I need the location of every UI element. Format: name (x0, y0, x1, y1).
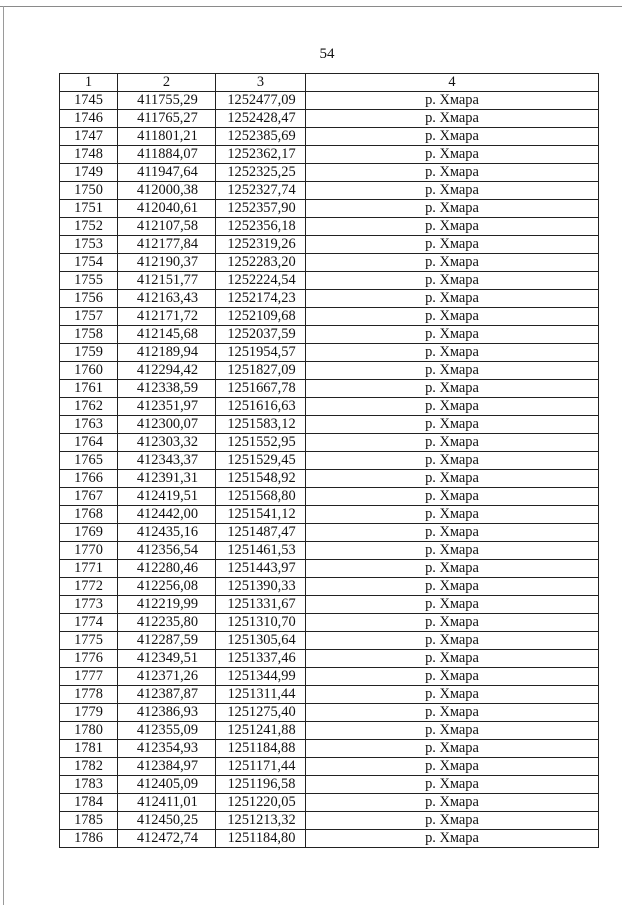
x-coordinate-cell: 411947,64 (118, 164, 216, 182)
y-coordinate-cell: 1251331,67 (216, 596, 306, 614)
point-number-cell: 1766 (60, 470, 118, 488)
y-coordinate-cell: 1251954,57 (216, 344, 306, 362)
x-coordinate-cell: 412280,46 (118, 560, 216, 578)
point-number-cell: 1763 (60, 416, 118, 434)
x-coordinate-cell: 412107,58 (118, 218, 216, 236)
description-cell: р. Хмара (306, 146, 599, 164)
x-coordinate-cell: 412189,94 (118, 344, 216, 362)
y-coordinate-cell: 1252325,25 (216, 164, 306, 182)
table-row (60, 272, 599, 290)
point-number-cell: 1785 (60, 812, 118, 830)
y-coordinate-cell: 1251171,44 (216, 758, 306, 776)
x-coordinate-cell: 412411,01 (118, 794, 216, 812)
table-row (60, 488, 599, 506)
x-coordinate-cell: 412386,93 (118, 704, 216, 722)
x-coordinate-cell: 412391,31 (118, 470, 216, 488)
x-coordinate-cell: 412287,59 (118, 632, 216, 650)
point-number-cell: 1786 (60, 830, 118, 848)
y-coordinate-cell: 1251443,97 (216, 560, 306, 578)
x-coordinate-cell: 412405,09 (118, 776, 216, 794)
table-row (60, 128, 599, 146)
table-row (60, 92, 599, 110)
description-cell: р. Хмара (306, 560, 599, 578)
description-cell: р. Хмара (306, 164, 599, 182)
point-number-cell: 1752 (60, 218, 118, 236)
y-coordinate-cell: 1252283,20 (216, 254, 306, 272)
point-number-cell: 1779 (60, 704, 118, 722)
table-row (60, 632, 599, 650)
description-cell: р. Хмара (306, 452, 599, 470)
description-cell: р. Хмара (306, 488, 599, 506)
x-coordinate-cell: 411801,21 (118, 128, 216, 146)
table-row (60, 668, 599, 686)
point-number-cell: 1759 (60, 344, 118, 362)
y-coordinate-cell: 1251310,70 (216, 614, 306, 632)
table-row (60, 686, 599, 704)
table-row (60, 524, 599, 542)
point-number-cell: 1747 (60, 128, 118, 146)
y-coordinate-cell: 1252224,54 (216, 272, 306, 290)
point-number-cell: 1774 (60, 614, 118, 632)
table-row (60, 830, 599, 848)
y-coordinate-cell: 1251529,45 (216, 452, 306, 470)
description-cell: р. Хмара (306, 794, 599, 812)
table-row (60, 794, 599, 812)
description-cell: р. Хмара (306, 254, 599, 272)
description-cell: р. Хмара (306, 758, 599, 776)
y-coordinate-cell: 1251552,95 (216, 434, 306, 452)
x-coordinate-cell: 412354,93 (118, 740, 216, 758)
table-row (60, 470, 599, 488)
y-coordinate-cell: 1251667,78 (216, 380, 306, 398)
table-row (60, 110, 599, 128)
point-number-cell: 1750 (60, 182, 118, 200)
description-cell: р. Хмара (306, 380, 599, 398)
description-cell: р. Хмара (306, 290, 599, 308)
description-cell: р. Хмара (306, 596, 599, 614)
description-cell: р. Хмара (306, 650, 599, 668)
point-number-cell: 1773 (60, 596, 118, 614)
table-row (60, 776, 599, 794)
y-coordinate-cell: 1252357,90 (216, 200, 306, 218)
point-number-cell: 1753 (60, 236, 118, 254)
x-coordinate-cell: 411765,27 (118, 110, 216, 128)
y-coordinate-cell: 1252174,23 (216, 290, 306, 308)
point-number-cell: 1780 (60, 722, 118, 740)
x-coordinate-cell: 412338,59 (118, 380, 216, 398)
description-cell: р. Хмара (306, 740, 599, 758)
x-coordinate-cell: 412450,25 (118, 812, 216, 830)
table-row (60, 560, 599, 578)
y-coordinate-cell: 1251583,12 (216, 416, 306, 434)
x-coordinate-cell: 412419,51 (118, 488, 216, 506)
column-header-3: 3 (216, 74, 306, 92)
x-coordinate-cell: 412356,54 (118, 542, 216, 560)
table-row (60, 578, 599, 596)
point-number-cell: 1776 (60, 650, 118, 668)
table-row (60, 308, 599, 326)
description-cell: р. Хмара (306, 362, 599, 380)
y-coordinate-cell: 1252428,47 (216, 110, 306, 128)
description-cell: р. Хмара (306, 470, 599, 488)
description-cell: р. Хмара (306, 218, 599, 236)
description-cell: р. Хмара (306, 578, 599, 596)
table-row (60, 362, 599, 380)
table-row (60, 740, 599, 758)
y-coordinate-cell: 1252477,09 (216, 92, 306, 110)
point-number-cell: 1772 (60, 578, 118, 596)
x-coordinate-cell: 412040,61 (118, 200, 216, 218)
x-coordinate-cell: 412472,74 (118, 830, 216, 848)
point-number-cell: 1755 (60, 272, 118, 290)
point-number-cell: 1777 (60, 668, 118, 686)
y-coordinate-cell: 1251241,88 (216, 722, 306, 740)
table-row (60, 542, 599, 560)
scan-border-left (3, 6, 4, 905)
y-coordinate-cell: 1251275,40 (216, 704, 306, 722)
description-cell: р. Хмара (306, 110, 599, 128)
x-coordinate-cell: 412145,68 (118, 326, 216, 344)
table-row (60, 200, 599, 218)
y-coordinate-cell: 1251311,44 (216, 686, 306, 704)
point-number-cell: 1781 (60, 740, 118, 758)
point-number-cell: 1769 (60, 524, 118, 542)
x-coordinate-cell: 412294,42 (118, 362, 216, 380)
table-row (60, 164, 599, 182)
description-cell: р. Хмара (306, 722, 599, 740)
y-coordinate-cell: 1252385,69 (216, 128, 306, 146)
description-cell: р. Хмара (306, 812, 599, 830)
point-number-cell: 1757 (60, 308, 118, 326)
page-number: 54 (319, 46, 335, 62)
table-row (60, 758, 599, 776)
description-cell: р. Хмара (306, 776, 599, 794)
point-number-cell: 1783 (60, 776, 118, 794)
point-number-cell: 1746 (60, 110, 118, 128)
table-row (60, 344, 599, 362)
description-cell: р. Хмара (306, 632, 599, 650)
point-number-cell: 1784 (60, 794, 118, 812)
description-cell: р. Хмара (306, 326, 599, 344)
point-number-cell: 1778 (60, 686, 118, 704)
y-coordinate-cell: 1251184,80 (216, 830, 306, 848)
table-row (60, 326, 599, 344)
table-row (60, 290, 599, 308)
x-coordinate-cell: 412435,16 (118, 524, 216, 542)
y-coordinate-cell: 1251305,64 (216, 632, 306, 650)
table-row (60, 236, 599, 254)
y-coordinate-cell: 1251184,88 (216, 740, 306, 758)
description-cell: р. Хмара (306, 686, 599, 704)
table-row (60, 596, 599, 614)
description-cell: р. Хмара (306, 182, 599, 200)
x-coordinate-cell: 412349,51 (118, 650, 216, 668)
x-coordinate-cell: 412343,37 (118, 452, 216, 470)
table-row (60, 722, 599, 740)
x-coordinate-cell: 412384,97 (118, 758, 216, 776)
description-cell: р. Хмара (306, 524, 599, 542)
y-coordinate-cell: 1251337,46 (216, 650, 306, 668)
point-number-cell: 1768 (60, 506, 118, 524)
table-row (60, 146, 599, 164)
description-cell: р. Хмара (306, 830, 599, 848)
column-header-4: 4 (306, 74, 599, 92)
x-coordinate-cell: 412219,99 (118, 596, 216, 614)
description-cell: р. Хмара (306, 128, 599, 146)
y-coordinate-cell: 1251213,32 (216, 812, 306, 830)
column-header-1: 1 (60, 74, 118, 92)
table-row (60, 416, 599, 434)
table-row (60, 434, 599, 452)
x-coordinate-cell: 412351,97 (118, 398, 216, 416)
table-row (60, 218, 599, 236)
x-coordinate-cell: 412355,09 (118, 722, 216, 740)
x-coordinate-cell: 412303,32 (118, 434, 216, 452)
y-coordinate-cell: 1251616,63 (216, 398, 306, 416)
table-row (60, 380, 599, 398)
description-cell: р. Хмара (306, 614, 599, 632)
point-number-cell: 1770 (60, 542, 118, 560)
x-coordinate-cell: 412151,77 (118, 272, 216, 290)
point-number-cell: 1765 (60, 452, 118, 470)
point-number-cell: 1775 (60, 632, 118, 650)
y-coordinate-cell: 1251827,09 (216, 362, 306, 380)
y-coordinate-cell: 1251487,47 (216, 524, 306, 542)
description-cell: р. Хмара (306, 416, 599, 434)
point-number-cell: 1751 (60, 200, 118, 218)
y-coordinate-cell: 1251196,58 (216, 776, 306, 794)
description-cell: р. Хмара (306, 542, 599, 560)
x-coordinate-cell: 411884,07 (118, 146, 216, 164)
point-number-cell: 1760 (60, 362, 118, 380)
x-coordinate-cell: 411755,29 (118, 92, 216, 110)
x-coordinate-cell: 412190,37 (118, 254, 216, 272)
description-cell: р. Хмара (306, 92, 599, 110)
x-coordinate-cell: 412371,26 (118, 668, 216, 686)
point-number-cell: 1754 (60, 254, 118, 272)
x-coordinate-cell: 412163,43 (118, 290, 216, 308)
x-coordinate-cell: 412256,08 (118, 578, 216, 596)
point-number-cell: 1762 (60, 398, 118, 416)
table-row (60, 506, 599, 524)
description-cell: р. Хмара (306, 434, 599, 452)
x-coordinate-cell: 412235,80 (118, 614, 216, 632)
x-coordinate-cell: 412000,38 (118, 182, 216, 200)
table-row (60, 704, 599, 722)
point-number-cell: 1764 (60, 434, 118, 452)
description-cell: р. Хмара (306, 272, 599, 290)
description-cell: р. Хмара (306, 344, 599, 362)
table-row (60, 182, 599, 200)
point-number-cell: 1749 (60, 164, 118, 182)
table-row (60, 812, 599, 830)
point-number-cell: 1771 (60, 560, 118, 578)
y-coordinate-cell: 1252319,26 (216, 236, 306, 254)
x-coordinate-cell: 412171,72 (118, 308, 216, 326)
table-row (60, 650, 599, 668)
point-number-cell: 1758 (60, 326, 118, 344)
description-cell: р. Хмара (306, 506, 599, 524)
x-coordinate-cell: 412442,00 (118, 506, 216, 524)
table-header (60, 74, 599, 92)
y-coordinate-cell: 1251461,53 (216, 542, 306, 560)
y-coordinate-cell: 1252356,18 (216, 218, 306, 236)
scan-border-top (0, 6, 622, 7)
point-number-cell: 1748 (60, 146, 118, 164)
y-coordinate-cell: 1252362,17 (216, 146, 306, 164)
description-cell: р. Хмара (306, 704, 599, 722)
description-cell: р. Хмара (306, 236, 599, 254)
y-coordinate-cell: 1252037,59 (216, 326, 306, 344)
description-cell: р. Хмара (306, 398, 599, 416)
y-coordinate-cell: 1251344,99 (216, 668, 306, 686)
table-row (60, 452, 599, 470)
y-coordinate-cell: 1252109,68 (216, 308, 306, 326)
description-cell: р. Хмара (306, 308, 599, 326)
description-cell: р. Хмара (306, 200, 599, 218)
point-number-cell: 1782 (60, 758, 118, 776)
description-cell: р. Хмара (306, 668, 599, 686)
x-coordinate-cell: 412177,84 (118, 236, 216, 254)
point-number-cell: 1756 (60, 290, 118, 308)
y-coordinate-cell: 1252327,74 (216, 182, 306, 200)
x-coordinate-cell: 412387,87 (118, 686, 216, 704)
coordinates-table (59, 73, 599, 848)
column-header-2: 2 (118, 74, 216, 92)
table-row (60, 254, 599, 272)
table-row (60, 398, 599, 416)
y-coordinate-cell: 1251541,12 (216, 506, 306, 524)
point-number-cell: 1767 (60, 488, 118, 506)
y-coordinate-cell: 1251390,33 (216, 578, 306, 596)
table-row (60, 614, 599, 632)
x-coordinate-cell: 412300,07 (118, 416, 216, 434)
point-number-cell: 1745 (60, 92, 118, 110)
point-number-cell: 1761 (60, 380, 118, 398)
y-coordinate-cell: 1251548,92 (216, 470, 306, 488)
y-coordinate-cell: 1251220,05 (216, 794, 306, 812)
y-coordinate-cell: 1251568,80 (216, 488, 306, 506)
table-body (60, 92, 599, 848)
header-row (60, 74, 599, 92)
